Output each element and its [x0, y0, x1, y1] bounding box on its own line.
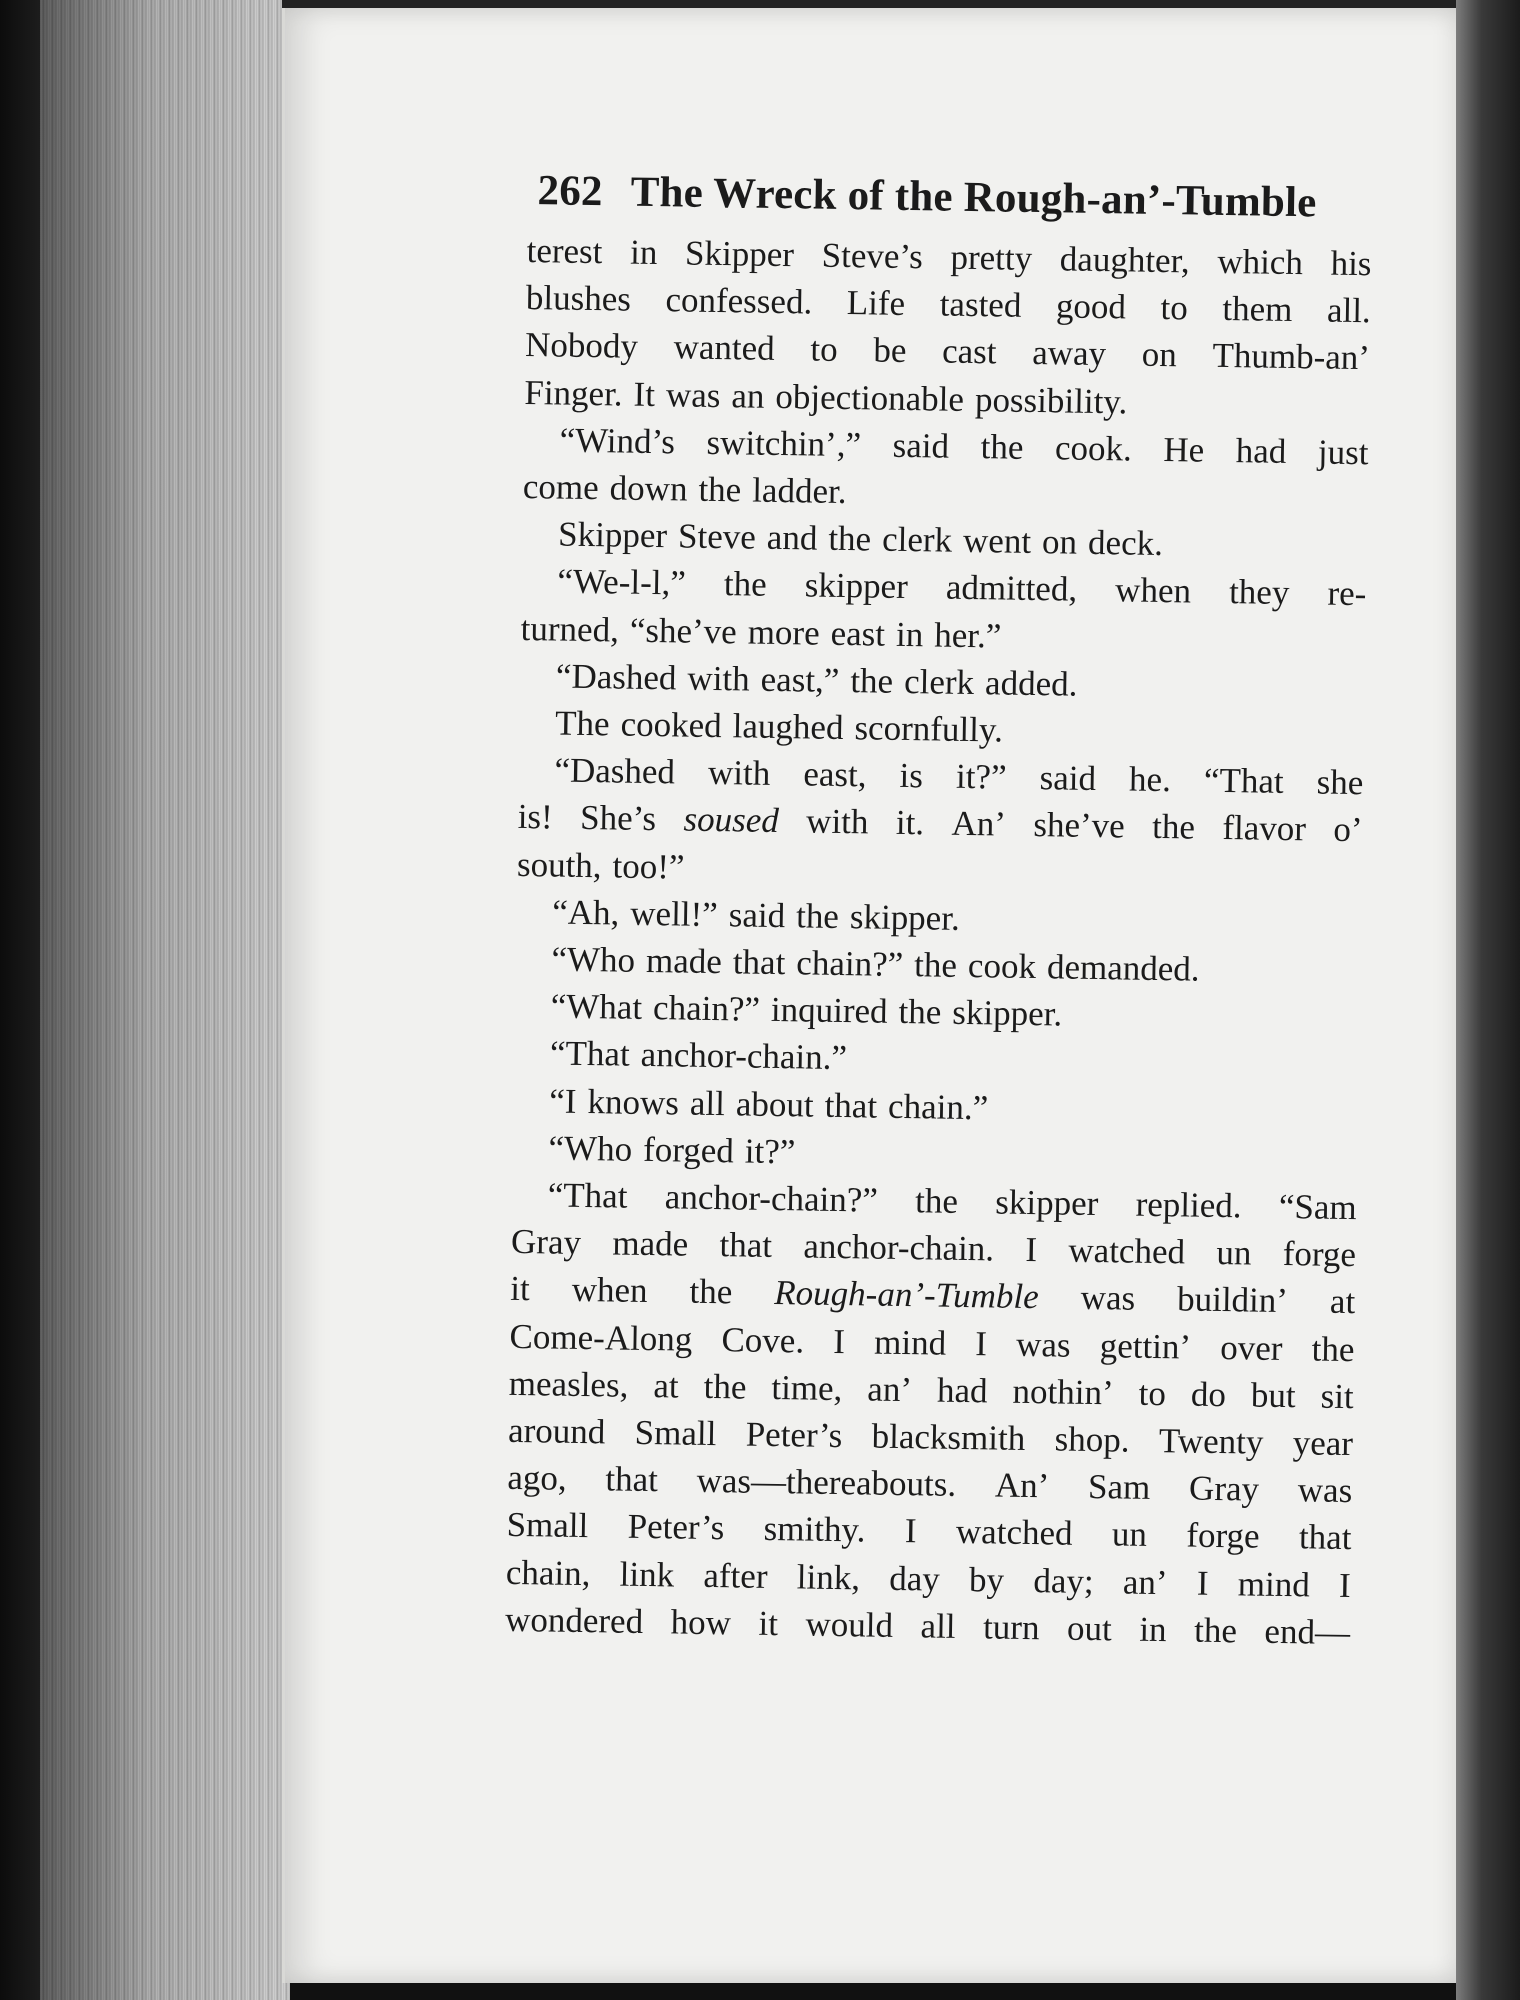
text-line: The cooked laughed scornfully.	[554, 703, 1004, 750]
text-line: “We-l-l,” the skipper admitted, when they re-	[557, 561, 1367, 614]
body-text	[505, 227, 1372, 1656]
text-line: around Small Peter’s blacksmith shop. Twenty year	[507, 1410, 1354, 1464]
text-line: terest in Skipper Steve’s pretty daughter, which his	[526, 230, 1372, 284]
text-line: “Dashed with east,” the clerk added.	[555, 656, 1078, 704]
page-text-block	[505, 165, 1373, 1656]
text-line: Nobody wanted to be cast away on Thumb-an’	[524, 325, 1371, 378]
text-line: Skipper Steve and the clerk went on deck.	[557, 514, 1164, 564]
text-line: “Dashed with east, is it?” said he. “That she	[554, 750, 1364, 803]
text-line: Come-Along Cove. I mind I was gettin’ over the	[509, 1316, 1355, 1369]
text-line: “I knows all about that chain.”	[549, 1081, 989, 1127]
text-line: Finger. It was an objectionable possibility.	[524, 372, 1128, 422]
book-page-edges	[40, 0, 290, 2000]
text-line: “Who forged it?”	[548, 1128, 796, 1172]
text-line: “That anchor-chain?” the skipper replied. “Sam	[547, 1175, 1357, 1228]
text-line: “What chain?” inquired the skipper.	[550, 986, 1063, 1034]
text-line: “Wind’s switchin’,” said the cook. He had just	[559, 420, 1369, 473]
text-line: “Ah, well!” said the skipper.	[551, 892, 961, 938]
text-line: chain, link after link, day by day; an’ I mind I	[505, 1552, 1352, 1605]
text-line: ago, that was—thereabouts. An’ Sam Gray was	[507, 1458, 1353, 1511]
text-line: “That anchor-chain.”	[549, 1033, 848, 1078]
running-title: The Wreck of the Rough-an’-Tumble	[630, 168, 1317, 227]
text-line: “Who made that chain?” the cook demanded.	[551, 939, 1200, 989]
text-line: Gray made that anchor-chain. I watched un forge	[510, 1222, 1357, 1275]
text-line: turned, “she’ve more east in her.”	[520, 608, 1002, 656]
text-line: measles, at the time, an’ had nothin’ to do but sit	[508, 1363, 1355, 1416]
right-edge-shadow	[1456, 0, 1520, 2000]
text-line: it when the Rough-an’-Tumble was buildin’ at	[510, 1269, 1356, 1322]
text-line: is! She’s soused with it. An’ she’ve the flavor o’	[517, 797, 1363, 850]
text-line: Small Peter’s smithy. I watched un forge that	[506, 1505, 1352, 1558]
text-line: south, too!”	[516, 844, 685, 887]
text-line: wondered how it would all turn out in the end—	[504, 1599, 1351, 1652]
text-line: come down the ladder.	[522, 466, 847, 512]
text-line: blushes confessed. Life tasted good to them all.	[525, 278, 1372, 331]
page-number: 262	[537, 167, 604, 216]
